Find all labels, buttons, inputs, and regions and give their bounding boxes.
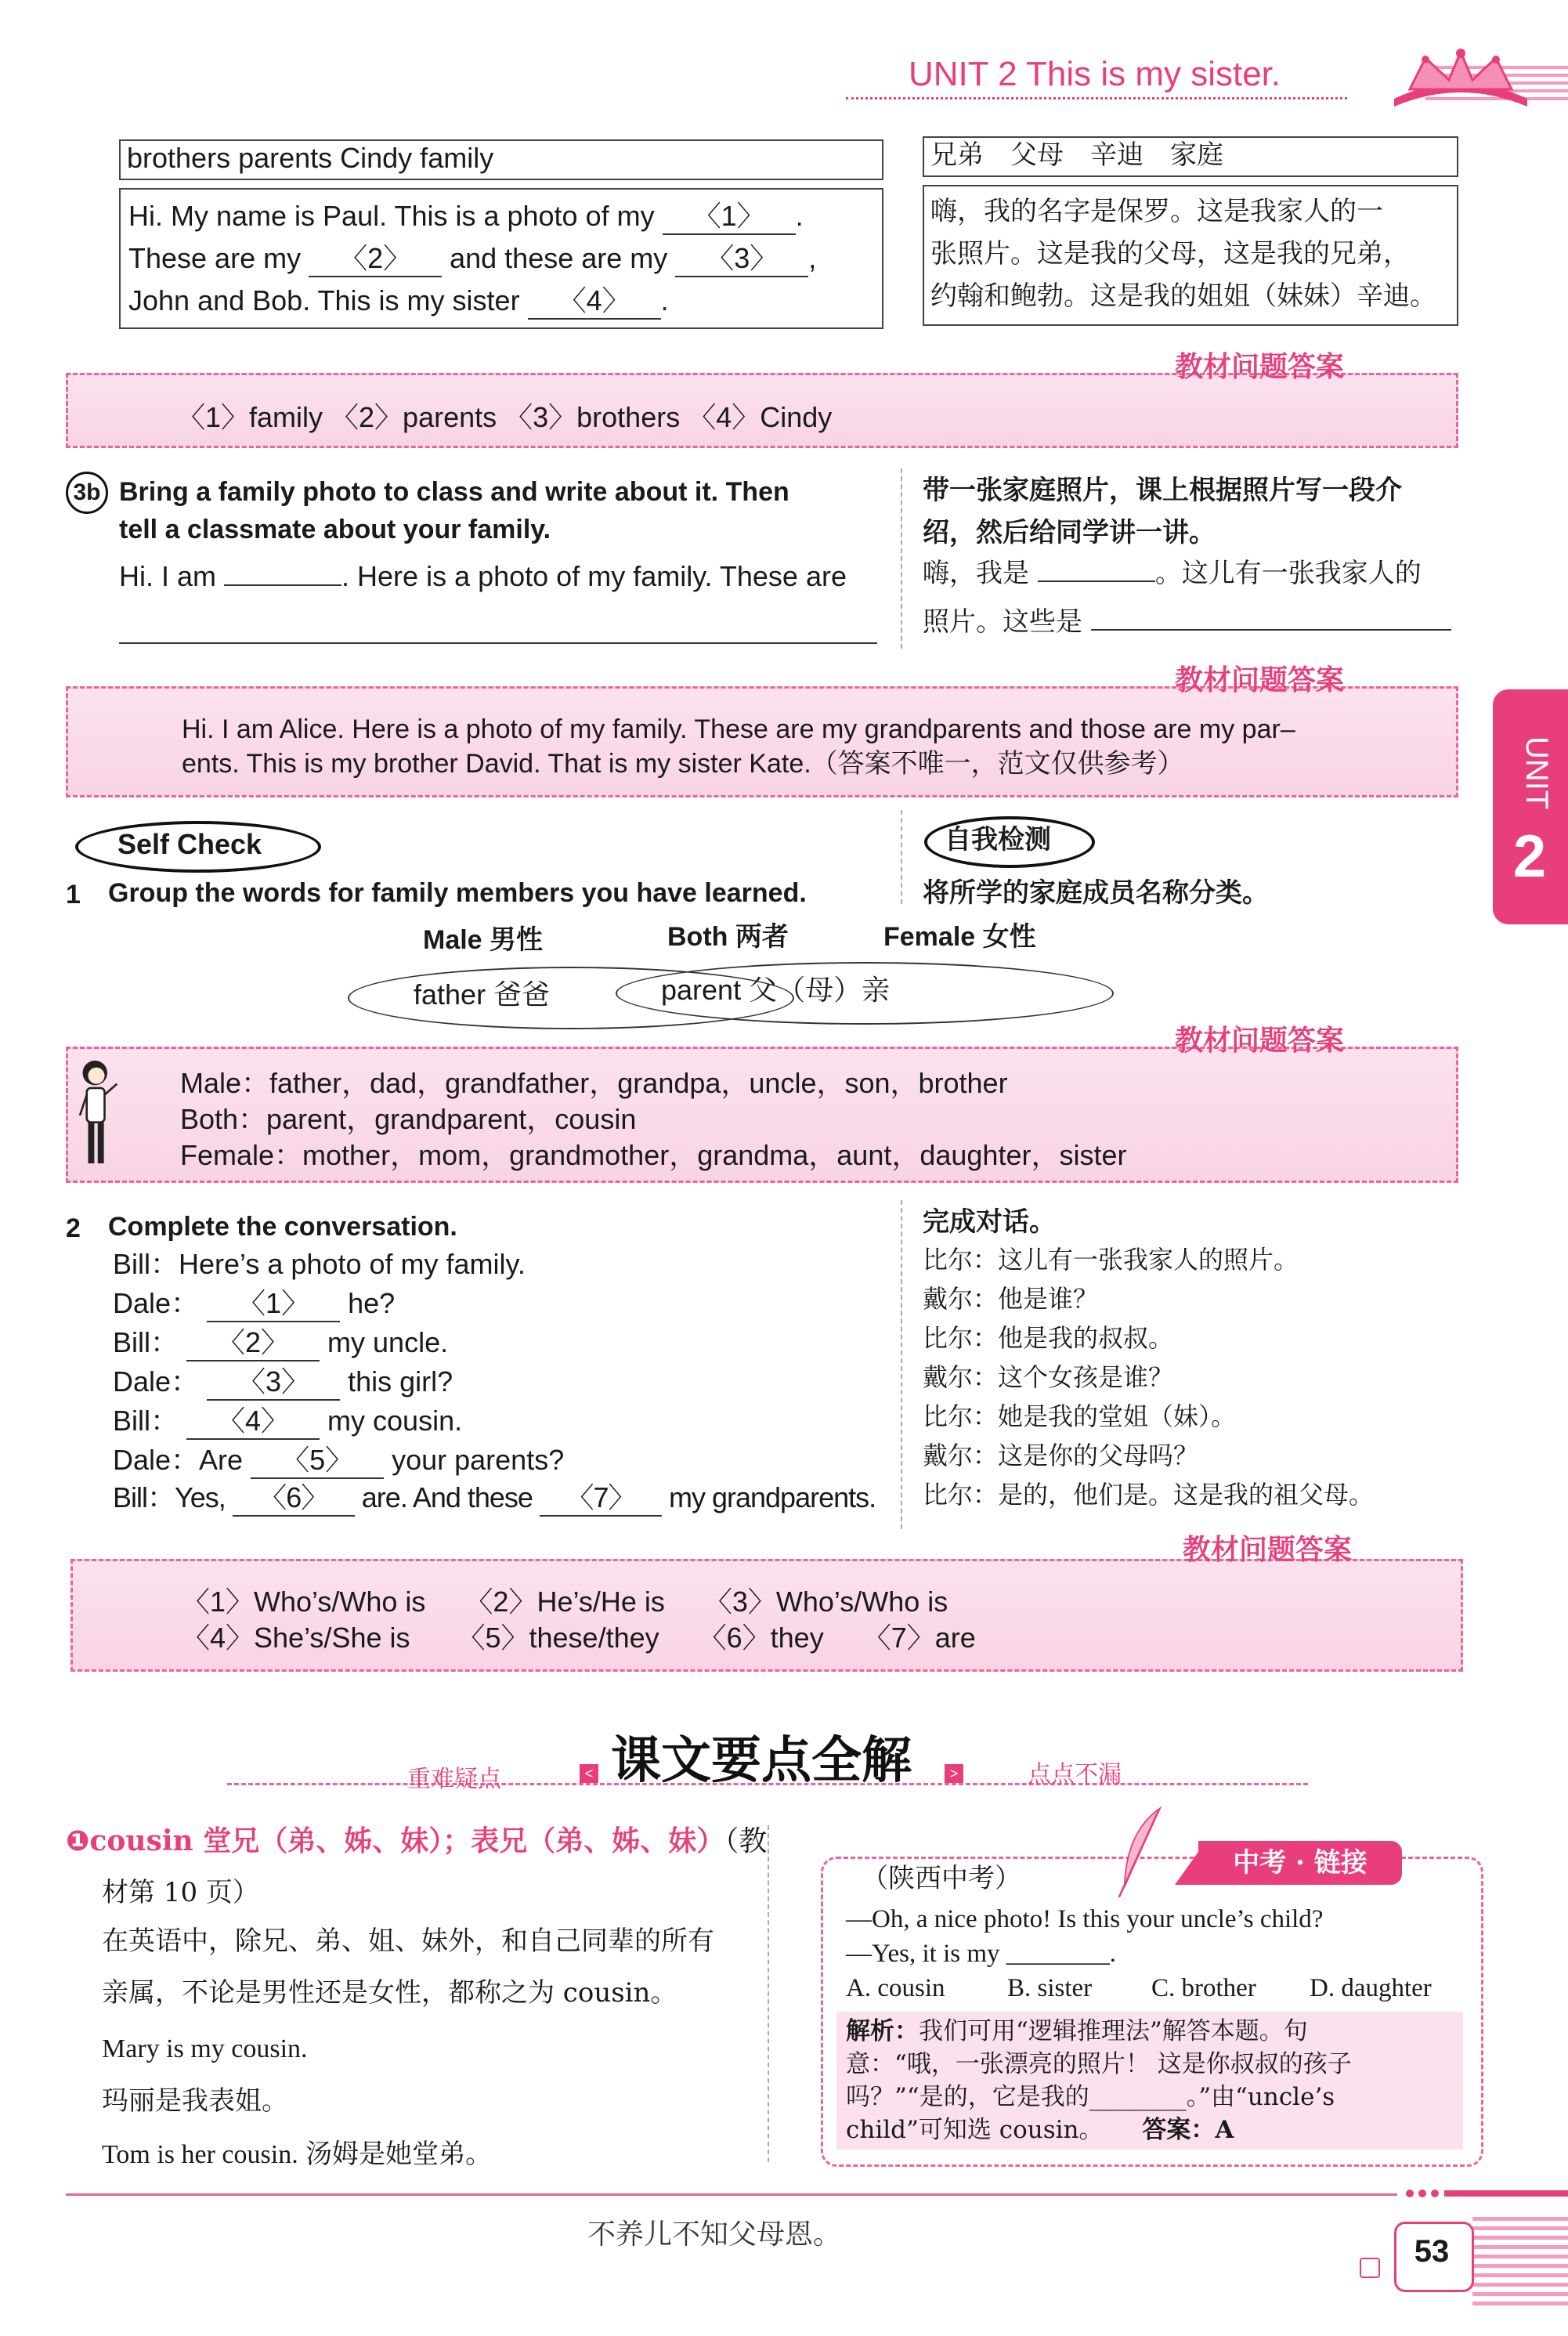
column-both: Both 两者 — [667, 922, 789, 952]
answer-q2-line-1: 〈1〉Who’s/Who is 〈2〉He’s/He is 〈3〉Who’s/Who is — [182, 1586, 948, 1618]
q1-cn-text: 将所学的家庭成员名称分类。 — [923, 877, 1269, 909]
cn-write-line[interactable] — [1091, 629, 1451, 631]
ex3b-cn-instruction-1: 带一张家庭照片，课上根据照片写一段介 — [923, 475, 1402, 506]
dialog-cn-7: 比尔：是的，他们是。这是我的祖父母。 — [923, 1480, 1375, 1510]
self-check-separator — [901, 810, 902, 904]
answer-tag-3b: 教材问题答案 — [1175, 664, 1345, 696]
key-example-2: Tom is her cousin. 汤姆是她堂弟。 — [102, 2139, 493, 2170]
dialog-line-5: Bill： 〈4〉 my cousin. — [113, 1399, 462, 1443]
dialog-line-1: Bill：Here’s a photo of my family. — [113, 1248, 526, 1280]
ex3b-line-1: Hi. I am . Here is a photo of my family. These are — [119, 560, 847, 592]
dialog-blank-6[interactable]: 〈6〉 — [233, 1481, 355, 1517]
exam-question-2: —Yes, it is my ________. — [846, 1940, 1117, 1968]
dialog-blank-7[interactable]: 〈7〉 — [540, 1481, 662, 1517]
feather-pen-icon — [1112, 1802, 1167, 1904]
dialog-line-6: Dale：Are 〈5〉 your parents? — [113, 1438, 564, 1482]
q2-cn-text: 完成对话。 — [923, 1206, 1056, 1238]
side-tab-unit-number: 2 — [1512, 823, 1547, 890]
dialog-line-4: Dale： 〈3〉 this girl? — [113, 1360, 453, 1404]
section-title: 课文要点全解 — [611, 1731, 912, 1790]
q2-separator — [901, 1200, 902, 1529]
section-left-tag: 重难疑点 — [407, 1766, 501, 1793]
exam-explain-1: 解析：我们可用“逻辑推理法”解答本题。句 — [846, 2017, 1308, 2045]
key-item-line-2: 材第 10 页） — [102, 1877, 259, 1908]
passage-line-3: John and Bob. This is my sister 〈4〉 . — [128, 279, 669, 323]
example-male: father 爸爸 — [414, 978, 551, 1011]
dialog-line-3: Bill： 〈2〉 my uncle. — [113, 1321, 448, 1365]
dialog-cn-6: 戴尔：这是你的父母吗？ — [923, 1441, 1199, 1470]
answer-female: Female：mother，mom，grandmother，grandma，aunt，daughter，sister — [180, 1139, 1127, 1171]
dialog-blank-2[interactable]: 〈2〉 — [186, 1325, 320, 1361]
dialog-line-2: Dale： 〈1〉 he? — [113, 1282, 395, 1325]
dialog-blank-1[interactable]: 〈1〉 — [207, 1286, 340, 1322]
answer-q2-line-2: 〈4〉She’s/She is 〈5〉these/they 〈6〉they 〈7〉are — [182, 1622, 976, 1654]
answer-3b-line-2: ents. This is my brother David. That is my sister Kate.（答案不唯一，范文仅供参考） — [182, 749, 1184, 779]
self-check-text: Self Check — [117, 828, 262, 860]
side-tab-unit-label: UNIT — [1519, 736, 1554, 810]
dialog-line-7: Bill：Yes, 〈6〉 are. And these 〈7〉 my grandparents. — [113, 1476, 876, 1520]
self-check-cn-text: 自我检测 — [945, 824, 1051, 855]
q2-text: Complete the conversation. — [108, 1212, 457, 1242]
column-female: Female 女性 — [883, 922, 1036, 952]
q2-number: 2 — [66, 1213, 81, 1243]
exam-question-1: —Oh, a nice photo! Is this your uncle’s child? — [846, 1905, 1324, 1933]
dialog-blank-4[interactable]: 〈4〉 — [186, 1404, 320, 1440]
ex3b-instruction-2: tell a classmate about your family. — [119, 515, 551, 544]
answer-3b-line-1: Hi. I am Alice. Here is a photo of my family. These are my grandparents and those are my par– — [182, 714, 1295, 744]
arrow-left-icon: < — [580, 1764, 598, 1783]
unit-title: UNIT 2 This is my sister. — [909, 55, 1281, 93]
exam-answer: 答案：A — [1142, 2116, 1234, 2144]
key-explain-1: 在英语中，除兄、弟、姐、妹外，和自己同辈的所有 — [102, 1926, 714, 1957]
cn-word-box-text: 兄弟 父母 辛迪 家庭 — [930, 139, 1223, 171]
key-item-head: ❶cousin 堂兄（弟、姊、妹）；表兄（弟、姊、妹）（教 — [66, 1824, 768, 1857]
column-male: Male 男性 — [423, 925, 544, 955]
exam-option-a[interactable]: A. cousin — [846, 1974, 945, 2002]
passage-line-2: These are my 〈2〉 and these are my 〈3〉 , — [128, 237, 816, 280]
ex3b-cn-line-2: 照片。这些是 — [923, 600, 1451, 644]
word-box-text: brothers parents Cindy family — [127, 142, 494, 174]
exam-option-b[interactable]: B. sister — [1007, 1974, 1093, 2002]
footer-proverb: 不养儿不知父母恩。 — [587, 2218, 842, 2251]
cn-passage-line-3: 约翰和鲍勃。这是我的姐姐（妹妹）辛迪。 — [930, 280, 1436, 312]
exam-option-c[interactable]: C. brother — [1151, 1974, 1256, 2002]
key-separator — [768, 1825, 769, 2162]
example-both: parent 父（母）亲 — [661, 974, 891, 1006]
cn-blank-name[interactable] — [1038, 580, 1155, 582]
blank-4[interactable]: 〈4〉 — [528, 284, 661, 320]
ex3b-separator — [901, 468, 902, 649]
answer-3a-text: 〈1〉family 〈2〉parents 〈3〉brothers 〈4〉Cindy — [177, 401, 833, 433]
book-crown-icon — [1378, 44, 1543, 108]
section-right-tag: 点点不漏 — [1028, 1761, 1122, 1788]
answer-male: Male：father，dad，grandfather，grandpa，uncle，son，brother — [180, 1067, 1008, 1099]
dialog-cn-5: 比尔：她是我的堂姐（妹）。 — [923, 1401, 1237, 1431]
blank-2[interactable]: 〈2〉 — [309, 241, 442, 277]
footer-dots — [1402, 2186, 1568, 2201]
exam-explain-2: 意：“哦，一张漂亮的照片！ 这是你叔叔的孩子 — [846, 2050, 1352, 2078]
exam-link-tag: 中考 · 链接 — [1198, 1841, 1402, 1885]
dialog-cn-4: 戴尔：这个女孩是谁？ — [923, 1362, 1174, 1392]
key-example-1-en: Mary is my cousin. — [102, 2034, 308, 2063]
key-explain-2: 亲属，不论是男性还是女性，都称之为 cousin。 — [102, 1977, 677, 2009]
ex3b-cn-line-1: 嗨，我是 。这儿有一张我家人的 — [923, 558, 1422, 589]
exam-source: （陕西中考） — [862, 1863, 1021, 1894]
exam-explain-3: 吗？”“是的，它是我的________。”由“uncle’s — [846, 2083, 1335, 2111]
cn-passage-line-2: 张照片。这是我的父母，这是我的兄弟， — [930, 238, 1410, 269]
checkbox-icon — [1360, 2258, 1380, 2278]
blank-name[interactable] — [224, 584, 341, 586]
exam-explain-4: child”可知选 cousin。 答案：A — [846, 2116, 1234, 2144]
key-example-1-cn: 玛丽是我表姐。 — [102, 2085, 288, 2117]
dialog-cn-3: 比尔：他是我的叔叔。 — [923, 1323, 1174, 1353]
blank-1[interactable]: 〈1〉 — [663, 199, 796, 235]
footer-line — [66, 2193, 1397, 2196]
q1-text: Group the words for family members you have learned. — [108, 878, 807, 908]
page-stripes — [1472, 2217, 1568, 2311]
dialog-cn-2: 戴尔：他是谁？ — [923, 1284, 1099, 1314]
answer-tag-3a: 教材问题答案 — [1175, 350, 1345, 382]
ex3b-write-line[interactable] — [119, 642, 877, 644]
answer-tag-q1: 教材问题答案 — [1175, 1024, 1345, 1056]
ex3b-instruction-1: Bring a family photo to class and write about it. Then — [119, 477, 789, 507]
exam-option-d[interactable]: D. daughter — [1310, 1974, 1432, 2002]
passage-line-1: Hi. My name is Paul. This is a photo of my 〈1〉 . — [128, 194, 804, 238]
girl-illustration — [69, 1054, 124, 1175]
badge-3b: 3b — [66, 472, 108, 514]
ex3b-cn-instruction-2: 绍，然后给同学讲一讲。 — [923, 517, 1216, 548]
arrow-right-icon: > — [945, 1764, 963, 1783]
q1-number: 1 — [66, 880, 81, 909]
blank-3[interactable]: 〈3〉 — [675, 241, 808, 277]
page-number: 53 — [1414, 2234, 1450, 2269]
dialog-blank-3[interactable]: 〈3〉 — [207, 1365, 340, 1401]
dialog-cn-1: 比尔：这儿有一张我家人的照片。 — [923, 1245, 1299, 1275]
answer-tag-q2: 教材问题答案 — [1183, 1533, 1353, 1565]
cn-passage-line-1: 嗨，我的名字是保罗。这是我家人的一 — [930, 196, 1383, 227]
dialog-blank-5[interactable]: 〈5〉 — [251, 1443, 384, 1479]
answer-both: Both：parent，grandparent，cousin — [180, 1103, 637, 1135]
header-divider — [846, 97, 1347, 99]
